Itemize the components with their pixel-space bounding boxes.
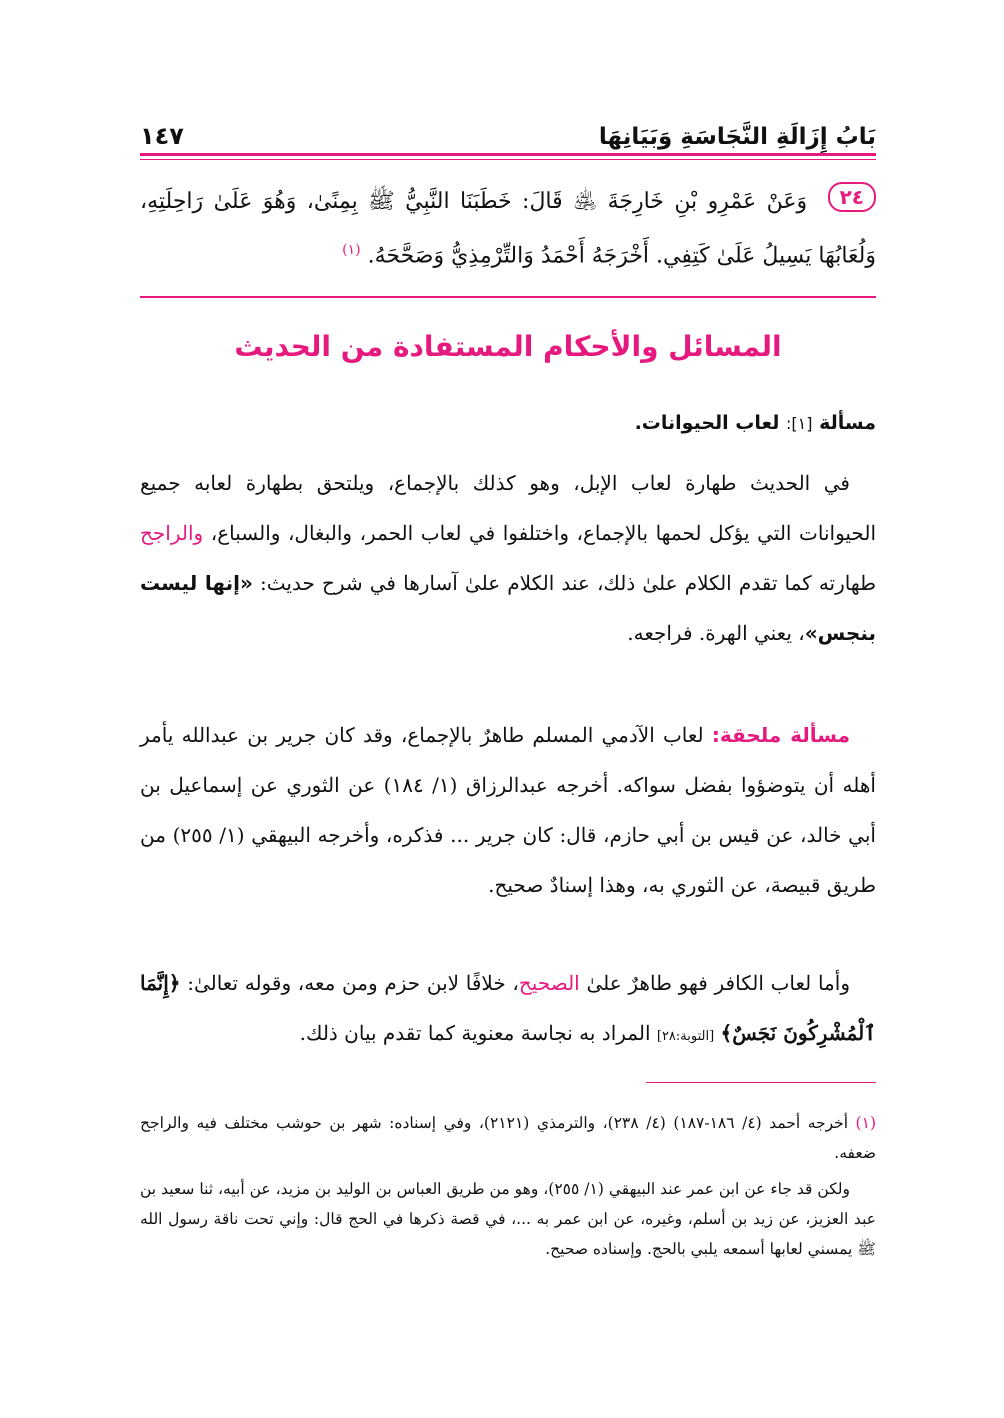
paragraph-1-quote: «إنها ليست بنجس»: [140, 571, 876, 645]
paragraph-2-text: لعاب الآدمي المسلم طاهرٌ بالإجماع، وقد كان جرير بن عبدالله يأمر أهله أن يتوضؤوا بفضل سواكه. أخرجه عبدالرزاق (١/ ١٨٤) عن الثوري عن إسماعيل بن أبي خالد، عن قيس بن أبي حازم، قال: كان جرير ... فذكره، وأخرجه البيهقي (١/ ٢٥٥) من طريق قبيصة، عن الثوري به، وهذا إسنادٌ صحيح.: [140, 723, 876, 897]
issue-number: [١]:: [786, 414, 813, 433]
appended-issue-label: مسألة ملحقة:: [711, 723, 850, 747]
section-heading: المسائل والأحكام المستفادة من الحديث: [234, 330, 782, 363]
issue-heading: [635, 412, 876, 434]
page-number: ١٤٧: [140, 122, 184, 150]
footnote-marker[interactable]: (١): [342, 242, 361, 258]
hadith-number-badge: ٢٤: [828, 182, 876, 212]
paragraph-1-text-c: ، يعني الهرة. فراجعه.: [627, 621, 805, 645]
footnote-1: [140, 1108, 876, 1168]
paragraph-1-highlight: والراجح: [140, 521, 204, 545]
paragraph-2: [140, 710, 876, 910]
footnote-1-continued: [140, 1174, 876, 1264]
hadith-text: وَعَنْ عَمْرِو بْنِ خَارِجَةَ ﵁ قَالَ: خَطَبَنَا النَّبِيُّ ﷺ بِمِنًىٰ، وَهُوَ عَلَىٰ رَاحِلَتِهِ، وَلُعَابُهَا يَسِيلُ عَلَىٰ كَتِفِي. أَخْرَجَهُ أَحْمَدُ وَالتِّرْمِذِيُّ وَصَحَّحَهُ.: [140, 189, 876, 269]
chapter-title: بَابُ إِزَالَةِ النَّجَاسَةِ وَبَيَانِهَا: [598, 124, 876, 150]
footnote-1-text: أخرجه أحمد (٤/ ١٨٦-١٨٧) (٤/ ٢٣٨)، والترمذي (٢١٢١)، وفي إسناده: شهر بن حوشب مختلف فيه والراجح ضعفه.: [140, 1114, 876, 1162]
quran-reference: [التوبة:٢٨]: [656, 1029, 715, 1044]
issue-label: مسألة: [819, 412, 876, 434]
header-rule-thin: [140, 159, 876, 160]
header-rule: [140, 153, 876, 156]
paragraph-3-text-c: المراد به نجاسة معنوية كما تقدم بيان ذلك.: [299, 1021, 657, 1045]
paragraph-3-highlight: الصحيح: [518, 971, 580, 995]
footnote-number: (١): [855, 1114, 876, 1132]
paragraph-1-text-b: طهارته كما تقدم الكلام علىٰ ذلك، عند الكلام علىٰ آسارها في شرح حديث:: [252, 571, 876, 595]
hadith-divider: [140, 296, 876, 298]
issue-title: لعاب الحيوانات.: [634, 412, 780, 434]
paragraph-3-text-b: ، خلافًا لابن حزم ومن معه، وقوله تعالىٰ:: [180, 971, 519, 995]
quran-verse: ﴿إِنَّمَا ٱلْمُشْرِكُونَ نَجَسٌ﴾: [140, 971, 876, 1045]
hadith-text-block: [140, 178, 876, 280]
footnote-1-continued-text: ولكن قد جاء عن ابن عمر عند البيهقي (١/ ٢٥٥)، وهو من طريق العباس بن الوليد بن مزيد، عن أبيه، ثنا سعيد بن عبد العزيز، عن زيد بن أسلم، وغيره، عن ابن عمر به ...، في قصة ذكرها في الحج قال: وإني تحت ناقة رسول الله ﷺ يمسني لعابها أسمعه يلبي بالحج. وإسناده صحيح.: [140, 1180, 876, 1258]
paragraph-3-text-a: وأما لعاب الكافر فهو طاهرٌ علىٰ: [579, 971, 850, 995]
paragraph-3: [140, 958, 876, 1062]
footnotes: [140, 1108, 876, 1270]
paragraph-1: [140, 458, 876, 658]
page-header: [140, 108, 876, 150]
footnote-divider: [646, 1082, 876, 1083]
paragraph-1-text-a: في الحديث طهارة لعاب الإبل، وهو كذلك بالإجماع، ويلتحق بطهارة لعابه جميع الحيوانات التي يؤكل لحمها بالإجماع، واختلفوا في لعاب الحمر، والبغال، والسباع،: [140, 471, 876, 545]
